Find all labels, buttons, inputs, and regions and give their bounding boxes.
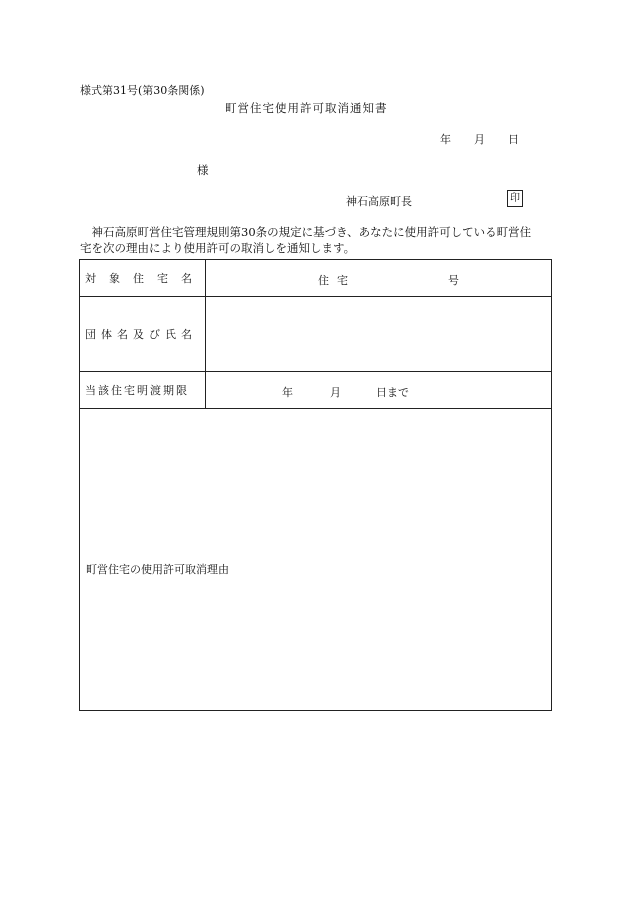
organization-name-value-cell[interactable] — [206, 297, 552, 372]
cancellation-reason-label: 町営住宅の使用許可取消理由 — [86, 562, 229, 576]
vacate-deadline-label: 当該住宅明渡期限 — [85, 384, 189, 397]
organization-name-label-cell — [80, 297, 206, 372]
seal-mark: 印 — [507, 190, 523, 207]
notice-table — [79, 259, 552, 711]
document-title: 町営住宅使用許可取消通知書 — [225, 101, 388, 115]
notice-body — [80, 224, 552, 256]
date-line — [440, 131, 519, 147]
target-housing-label-cell — [80, 260, 206, 297]
housing-name-label: 住宅 — [318, 274, 356, 287]
notice-body-line-1: 神石高原町営住宅管理規則第30条の規定に基づき、あなたに使用許可している町営住 — [91, 225, 532, 239]
organization-name-label: 団体名及び氏名 — [85, 328, 197, 341]
deadline-month-label: 月 — [330, 386, 341, 399]
cancellation-reason-row — [80, 409, 552, 711]
target-housing-label: 対象住宅名 — [85, 272, 205, 285]
organization-name-row — [80, 297, 552, 372]
cancellation-reason-cell[interactable] — [80, 409, 552, 711]
target-housing-value-cell[interactable] — [206, 260, 552, 297]
issuer-name: 神石高原町長 — [346, 195, 412, 208]
recipient-honorific: 様 — [197, 163, 209, 177]
form-number: 様式第31号(第30条関係) — [80, 84, 205, 97]
housing-number-label: 号 — [448, 274, 459, 287]
vacate-deadline-value-cell[interactable] — [206, 372, 552, 409]
date-month-label: 月 — [474, 133, 485, 146]
deadline-day-label: 日まで — [376, 386, 409, 399]
vacate-deadline-label-cell — [80, 372, 206, 409]
date-year-label: 年 — [440, 133, 451, 146]
notice-body-line-2: 宅を次の理由により使用許可の取消しを通知します。 — [80, 241, 356, 255]
date-day-label: 日 — [508, 133, 519, 146]
deadline-year-label: 年 — [282, 386, 293, 399]
target-housing-row — [80, 260, 552, 297]
vacate-deadline-row — [80, 372, 552, 409]
